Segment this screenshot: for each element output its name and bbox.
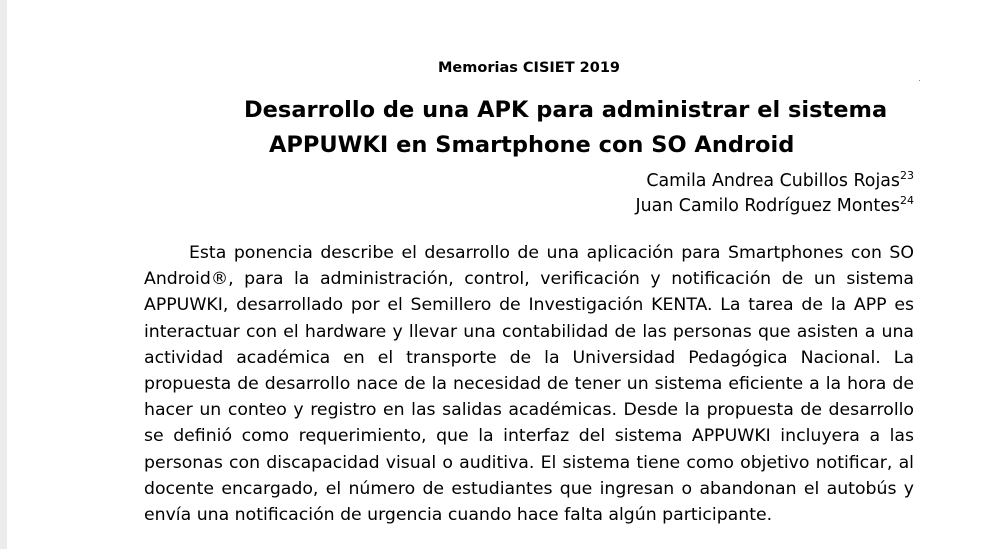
abstract-line: propuesta de desarrollo nace de la necesidad de tener un sistema eficiente a la hora de xyxy=(144,373,914,394)
abstract-line: hacer un conteo y registro en las salidas académicas. Desde la propuesta de desarrollo xyxy=(144,400,914,421)
paper-title-line-2: APPUWKI en Smartphone con SO Android xyxy=(269,132,795,158)
author-2-footnote-ref[interactable]: 24 xyxy=(900,194,914,207)
abstract-line: docente encargado, el número de estudiantes que ingresan o abandonan el autobús y xyxy=(144,478,914,499)
author-1-footnote-ref[interactable]: 23 xyxy=(900,169,914,182)
abstract-line: interactuar con el hardware y llevar una contabilidad de las personas que asisten a una xyxy=(144,321,914,342)
abstract-line: se definió como requerimiento, que la interfaz del sistema APPUWKI incluyera a las xyxy=(144,426,914,447)
paper-title-line-1: Desarrollo de una APK para administrar el sistema xyxy=(244,97,888,123)
abstract-line: personas con discapacidad visual o auditiva. El sistema tiene como objetivo notificar, al xyxy=(144,452,914,473)
page-mark xyxy=(919,80,920,81)
author-2-name: Juan Camilo Rodríguez Montes xyxy=(635,196,900,216)
author-1 xyxy=(646,171,914,191)
running-header: Memorias CISIET 2019 xyxy=(438,60,620,76)
abstract-line: Android®, para la administración, control, verificación y notificación de un sistema xyxy=(144,269,914,290)
abstract-line: actividad académica en el transporte de la Universidad Pedagógica Nacional. La xyxy=(144,347,914,368)
abstract-line: APPUWKI, desarrollado por el Semillero de Investigación KENTA. La tarea de la APP es xyxy=(144,295,914,316)
author-1-name: Camila Andrea Cubillos Rojas xyxy=(646,171,900,191)
page-left-edge xyxy=(0,0,7,549)
abstract-paragraph xyxy=(144,240,914,528)
abstract-line: Esta ponencia describe el desarrollo de una aplicación para Smartphones con SO xyxy=(189,243,914,263)
author-2 xyxy=(635,196,914,216)
abstract-line: envía una notificación de urgencia cuando hace falta algún participante. xyxy=(144,504,773,525)
